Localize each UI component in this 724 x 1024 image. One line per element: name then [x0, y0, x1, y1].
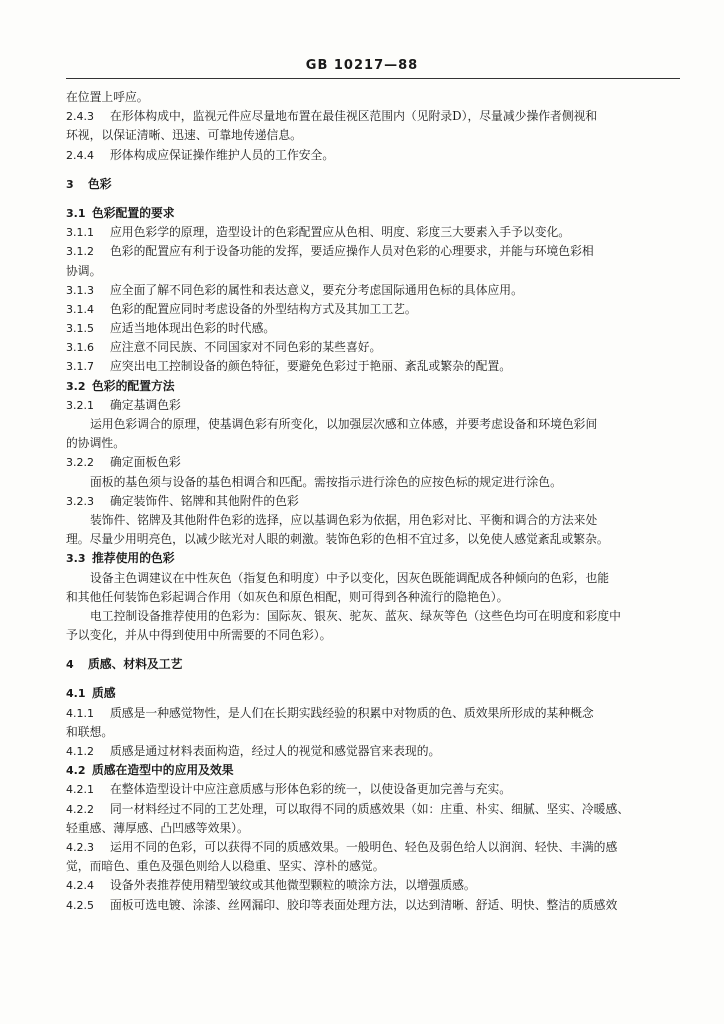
- clause-text: 形体构成应保证操作维护人员的工作安全。: [110, 147, 335, 162]
- text-line: [66, 319, 678, 338]
- clause-text: 应突出电工控制设备的颜色特征，要避免色彩过于艳丽、紊乱或繁杂的配置。: [110, 359, 512, 374]
- clause-number: 3: [66, 177, 74, 191]
- clause-text: 觉，而暗色、重色及强色则给人以稳重、坚实、淳朴的感觉。: [66, 859, 385, 874]
- clause-number: 3.2.2: [66, 456, 94, 470]
- clause-number: 4.2.4: [66, 879, 94, 893]
- text-line: [66, 569, 678, 588]
- text-line: [66, 876, 678, 895]
- text-line: [66, 453, 678, 472]
- text-line: [66, 396, 678, 415]
- clause-text: 质感、材料及工艺: [88, 657, 183, 672]
- clause-number: 4.2.1: [66, 783, 94, 797]
- text-line: [66, 780, 678, 799]
- clause-number: 4.2.5: [66, 898, 94, 912]
- text-line: [66, 357, 678, 376]
- clause-text: 同一材料经过不同的工艺处理，可以取得不同的质感效果（如：庄重、朴实、细腻、坚实、冷暖感、: [110, 801, 630, 816]
- clause-number: 3.1.7: [66, 360, 94, 374]
- text-line: [66, 242, 678, 261]
- clause-number: 4.2.3: [66, 840, 94, 854]
- text-line: [66, 262, 678, 281]
- clause-text: 色彩: [88, 176, 112, 191]
- text-line: [66, 146, 678, 165]
- clause-text: 和联想。: [66, 724, 114, 739]
- clause-text: 协调。: [66, 263, 102, 278]
- clause-text: 在整体造型设计中应注意质感与形体色彩的统一，以使设备更加完善与充实。: [110, 782, 512, 797]
- clause-number: 4.2.2: [66, 802, 94, 816]
- clause-number: 3.1.6: [66, 341, 94, 355]
- text-line: [66, 492, 678, 511]
- clause-text: 确定装饰件、铭牌和其他附件的色彩: [110, 493, 299, 508]
- section-heading: [66, 684, 678, 703]
- clause-number: 3.1.5: [66, 322, 94, 336]
- clause-number: 3.2.3: [66, 494, 94, 508]
- clause-text: 应用色彩学的原理，造型设计的色彩配置应从色相、明度、彩度三大要素入手予以变化。: [110, 225, 571, 240]
- text-line: [66, 588, 678, 607]
- text-line: [66, 434, 678, 453]
- clause-text: 确定面板色彩: [110, 455, 181, 470]
- clause-number: 3.1: [66, 206, 86, 220]
- line-gap: [66, 165, 678, 175]
- clause-text: 设备主色调建议在中性灰色（指复色和明度）中予以变化，因灰色既能调配成各种倾向的色彩，也能: [90, 570, 610, 585]
- text-line: [66, 704, 678, 723]
- text-line: [66, 126, 678, 145]
- document-body: [66, 88, 678, 915]
- clause-text: 推荐使用的色彩: [92, 551, 175, 566]
- section-heading: [66, 655, 678, 674]
- clause-text: 质感在造型中的应用及效果: [92, 763, 234, 778]
- clause-text: 轻重感、薄厚感、凸凹感等效果）。: [66, 820, 249, 835]
- clause-number: 2.4.4: [66, 148, 94, 162]
- text-line: [66, 742, 678, 761]
- clause-text: 装饰件、铭牌及其他附件色彩的选择，应以基调色彩为依据，用色彩对比、平衡和调合的方法来处: [90, 512, 598, 527]
- clause-text: 在位置上呼应。: [66, 90, 149, 104]
- line-gap: [66, 194, 678, 204]
- line-gap: [66, 674, 678, 684]
- text-line: [66, 857, 678, 876]
- clause-text: 的协调性。: [66, 436, 125, 451]
- text-line: [66, 896, 678, 915]
- clause-text: 和其他任何装饰色彩起调合作用（如灰色和原色相配，则可得到各种流行的隐艳色）。: [66, 589, 509, 604]
- text-line: [66, 107, 678, 126]
- text-line: [66, 300, 678, 319]
- clause-text: 环视，以保证清晰、迅速、可靠地传递信息。: [66, 128, 302, 143]
- clause-text: 确定基调色彩: [110, 397, 181, 412]
- clause-text: 色彩配置的要求: [92, 205, 175, 220]
- clause-text: 面板的基色须与设备的基色相调合和匹配。需按指示进行涂色的应按色标的规定进行涂色。: [90, 474, 562, 489]
- clause-number: 3.1.4: [66, 302, 94, 316]
- clause-number: 3.1.2: [66, 245, 94, 259]
- clause-text: 运用不同的色彩，可以获得不同的质感效果。一般明色、轻色及弱色给人以润润、轻快、丰满的感: [110, 839, 618, 854]
- clause-text: 面板可选电镀、涂漆、丝网漏印、胶印等表面处理方法，以达到清晰、舒适、明快、整洁的质感效: [110, 897, 618, 912]
- header-rule: [66, 78, 680, 79]
- clause-text: 应全面了解不同色彩的属性和表达意义，要充分考虑国际通用色标的具体应用。: [110, 282, 523, 297]
- clause-text: 色彩的配置应同时考虑设备的外型结构方式及其加工工艺。: [110, 301, 417, 316]
- clause-text: 电工控制设备推荐使用的色彩为：国际灰、银灰、驼灰、蓝灰、绿灰等色（这些色均可在明度和彩度中: [90, 608, 621, 623]
- clause-number: 2.4.3: [66, 110, 94, 124]
- text-line: [66, 473, 678, 492]
- clause-text: 质感是通过材料表面构造，经过人的视觉和感觉器官来表现的。: [110, 744, 441, 758]
- clause-number: 4.2: [66, 764, 86, 778]
- line-gap: [66, 645, 678, 655]
- text-line: [66, 511, 678, 530]
- clause-number: 3.1.3: [66, 283, 94, 297]
- clause-number: 3.3: [66, 552, 86, 566]
- section-heading: [66, 761, 678, 780]
- clause-number: 4.1.1: [66, 706, 94, 720]
- text-line: [66, 723, 678, 742]
- text-line: [66, 88, 678, 107]
- clause-number: 4: [66, 658, 74, 672]
- text-line: [66, 800, 678, 819]
- section-heading: [66, 377, 678, 396]
- clause-text: 色彩的配置应有利于设备功能的发挥，要适应操作人员对色彩的心理要求，并能与环境色彩相: [110, 244, 594, 259]
- text-line: [66, 607, 678, 626]
- text-line: [66, 281, 678, 300]
- clause-number: 4.1.2: [66, 745, 94, 758]
- clause-text: 质感: [92, 686, 116, 701]
- standard-number-header: GB 10217—88: [305, 58, 419, 73]
- clause-text: 应注意不同民族、不同国家对不同色彩的某些喜好。: [110, 340, 382, 355]
- clause-text: 质感是一种感觉物性，是人们在长期实践经验的积累中对物质的色、质效果所形成的某种概念: [110, 705, 594, 720]
- text-line: [66, 838, 678, 857]
- clause-text: 予以变化，并从中得到使用中所需要的不同色彩）。: [66, 628, 332, 643]
- section-heading: [66, 175, 678, 194]
- clause-number: 3.2: [66, 379, 86, 393]
- section-heading: [66, 549, 678, 568]
- clause-text: 设备外表推荐使用精型皱纹或其他微型颗粒的喷涂方法，以增强质感。: [110, 878, 476, 893]
- clause-number: 3.2.1: [66, 398, 94, 412]
- text-line: [66, 415, 678, 434]
- clause-text: 理。尽量少用明亮色，以减少眩光对人眼的刺激。装饰色彩的色相不宜过多，以免使人感觉紊乱或繁杂。: [66, 532, 609, 547]
- clause-text: 色彩的配置方法: [92, 378, 175, 393]
- text-line: [66, 626, 678, 645]
- clause-text: 在形体构成中，监视元件应尽量地布置在最佳视区范围内（见附录D），尽量减少操作者侧视和: [110, 109, 598, 124]
- text-line: [66, 819, 678, 838]
- clause-text: 应适当地体现出色彩的时代感。: [110, 321, 276, 336]
- clause-number: 3.1.1: [66, 226, 94, 240]
- section-heading: [66, 204, 678, 223]
- clause-number: 4.1: [66, 687, 86, 701]
- clause-text: 运用色彩调合的原理，使基调色彩有所变化，以加强层次感和立体感，并要考虑设备和环境色彩间: [90, 417, 598, 431]
- text-line: [66, 530, 678, 549]
- text-line: [66, 338, 678, 357]
- text-line: [66, 223, 678, 242]
